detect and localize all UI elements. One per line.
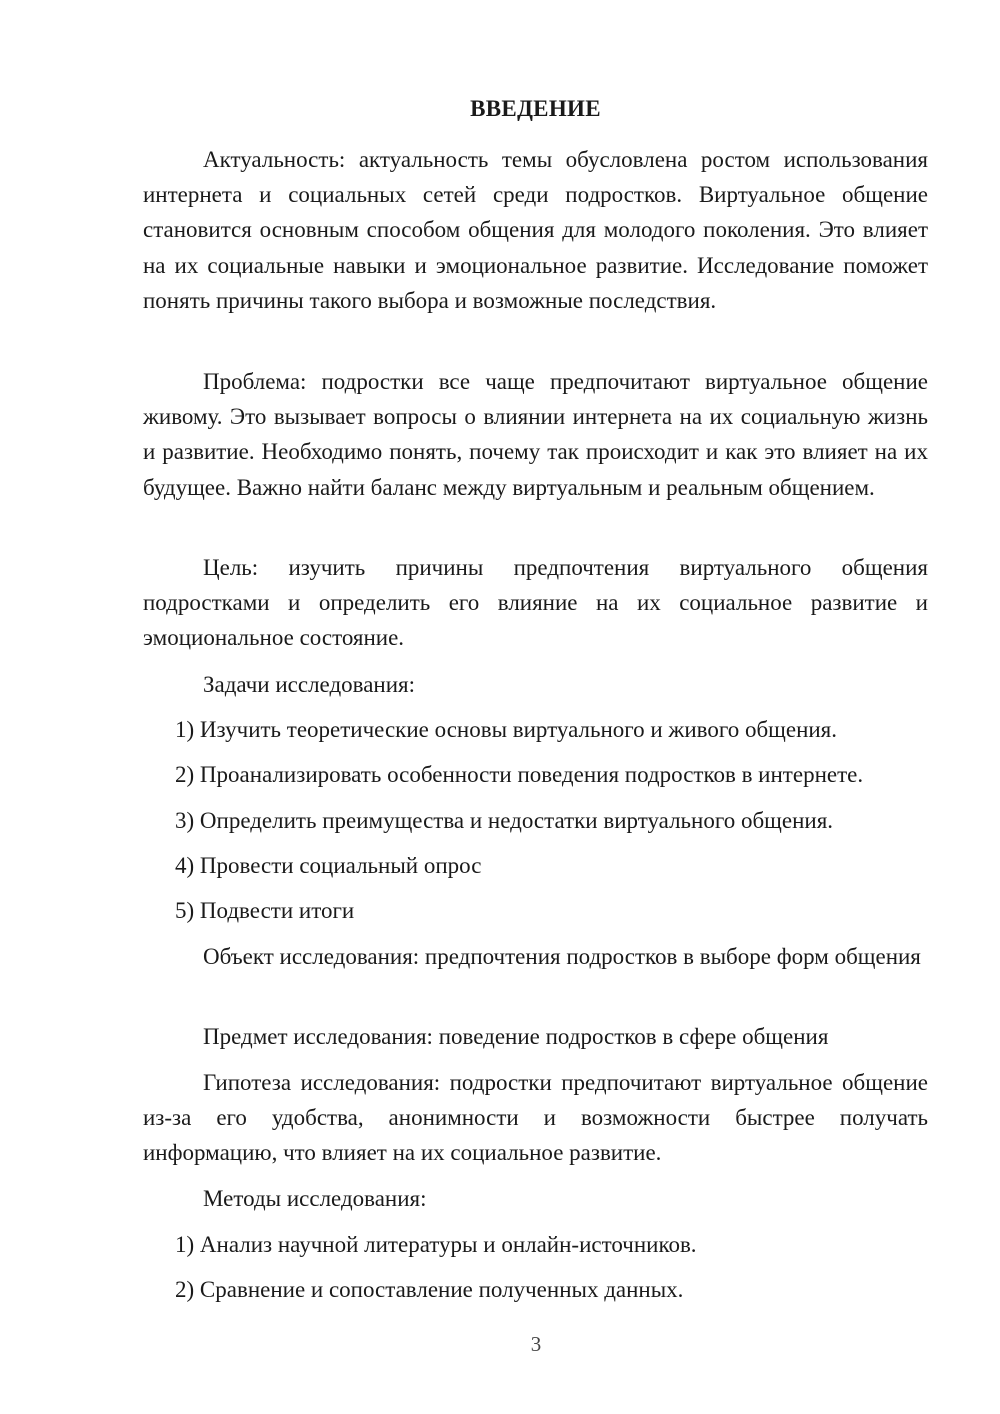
task-item: 1) Изучить теоретические основы виртуального и живого общения. — [175, 717, 838, 742]
method-item: 2) Сравнение и сопоставление полученных данных. — [175, 1277, 684, 1302]
task-item: 4) Провести социальный опрос — [175, 853, 482, 878]
problem-paragraph: Проблема: подростки все чаще предпочитают виртуальное общение живому. Это вызывает вопросы о влиянии интернета на их социальную жизнь и развитие. Необходимо понять, почему так происходит и как это влияет на их будущее. Важно найти баланс между виртуальным и реальным общением. — [143, 369, 928, 500]
methods-heading: Методы исследования: — [203, 1186, 427, 1211]
task-item: 2) Проанализировать особенности поведения подростков в интернете. — [175, 762, 864, 787]
task-item: 3) Определить преимущества и недостатки виртуального общения. — [175, 808, 834, 833]
hypothesis-paragraph: Гипотеза исследования: подростки предпочитают виртуальное общение из-за его удобства, анонимности и возможности быстрее получать информацию, что влияет на их социальное развитие. — [143, 1070, 928, 1166]
object-paragraph: Объект исследования: предпочтения подростков в выборе форм общения — [203, 944, 921, 969]
tasks-heading: Задачи исследования: — [203, 672, 416, 697]
page-title: ВВЕДЕНИЕ — [470, 96, 601, 121]
subject-paragraph: Предмет исследования: поведение подростков в сфере общения — [203, 1024, 829, 1049]
goal-paragraph: Цель: изучить причины предпочтения виртуального общения подростками и определить его влияние на их социальное развитие и эмоциональное состояние. — [143, 555, 928, 651]
relevance-paragraph: Актуальность: актуальность темы обусловлена ростом использования интернета и социальных сетей среди подростков. Виртуальное общение становится основным способом общения для молодого поколения. Это влияет на их социальные навыки и эмоциональное развитие. Исследование поможет понять причины такого выбора и возможные последствия. — [143, 147, 928, 313]
task-item: 5) Подвести итоги — [175, 898, 355, 923]
method-item: 1) Анализ научной литературы и онлайн-источников. — [175, 1232, 697, 1257]
page-number: 3 — [530, 1332, 542, 1356]
